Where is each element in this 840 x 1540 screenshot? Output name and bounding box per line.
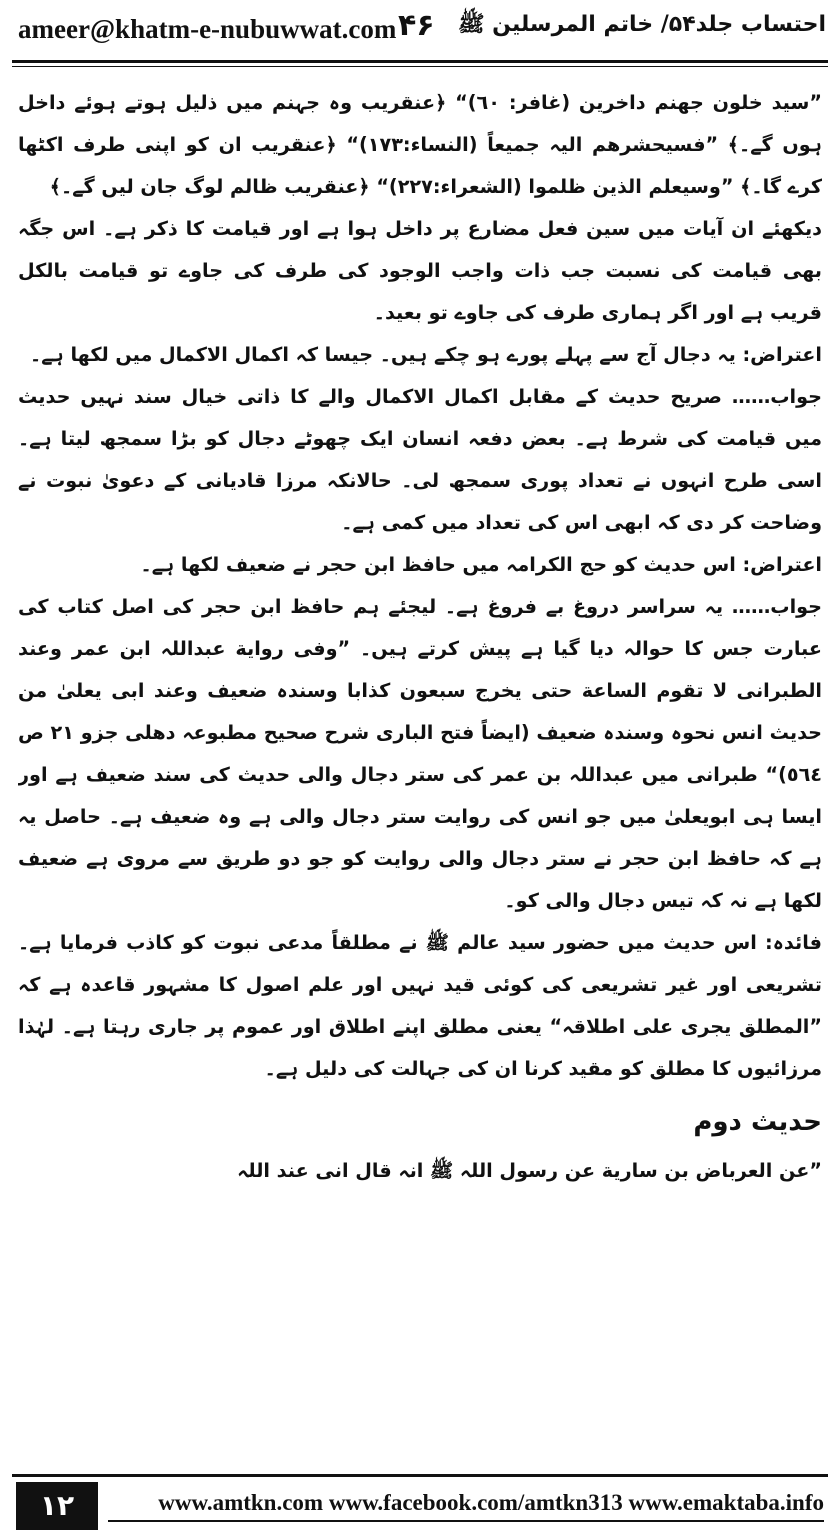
footer-underline <box>108 1520 824 1522</box>
section-heading: حدیث دوم <box>693 1107 822 1137</box>
header-email: ameer@khatm-e-nubuwwat.com <box>18 14 397 44</box>
paragraph-4: جواب…… صریح حدیث کے مقابل اکمال الاکمال والے کا ذاتی خیال سند نہیں حدیث میں قیامت کی شرط ہے۔ بعض دفعہ انسان ایک چھوٹے دجال کو بڑا سمجھ لیتا ہے۔ اسی طرح انہوں نے تعداد پوری سمجھ لی۔ حالانکہ مرزا قادیانی کے دعویٰ نبوت نے وضاحت کر دی کہ ابھی اس کی تعداد میں کمی ہے۔ <box>18 385 822 534</box>
header-rule-thick <box>12 60 828 63</box>
header-book-title: احتساب جلد۵۴/ خاتم المرسلین ﷺ <box>457 12 826 37</box>
paragraph-2: دیکھئے ان آیات میں سین فعل مضارع پر داخل ہوا ہے اور قیامت کا ذکر ہے۔ اس جگہ بھی قیامت کی نسبت جب ذات واجب الوجود کی طرف کی جاوے تو قیامت بالکل قریب ہے اور اگر ہماری طرف کی جاوے تو بعید۔ <box>18 217 822 324</box>
paragraph-1: ”سید خلون جھنم داخرین (غافر: ٦٠)“ ﴿عنقریب وہ جہنم میں ذلیل ہوتے ہوئے داخل ہوں گے۔﴾ ”فسیحشرھم الیہ جمیعاً (النساء:١٧٣)“ ﴿عنقریب ان کو اپنی طرف اکٹھا کرے گا۔﴾ ”وسیعلم الذین ظلموا (الشعراء:٢٢٧)“ ﴿عنقریب ظالم لوگ جان لیں گے۔﴾ <box>18 91 822 198</box>
paragraph-3: اعتراض: یہ دجال آج سے پہلے پورے ہو چکے ہیں۔ جیسا کہ اکمال الاکمال میں لکھا ہے۔ <box>30 343 822 366</box>
paragraph-6: جواب…… یہ سراسر دروغ بے فروغ ہے۔ لیجئے ہم حافظ ابن حجر کی اصل کتاب کی عبارت جس کا حوالہ دیا گیا ہے پیش کرتے ہیں۔ ”وفی روایة عبداللہ ابن عمر وعند الطبرانی لا تقوم الساعة حتی یخرج سبعون کذابا وسندہ ضعیف وعند ابی یعلیٰ من حدیث انس نحوہ وسندہ ضعیف (ایضاً فتح الباری شرح صحیح مطبوعہ دھلی جزو ٢١ ص ٥٦٤)“ طبرانی میں عبداللہ بن عمر کی ستر دجال والی حدیث کی سند ضعیف ہے اور ایسا ہی ابویعلیٰ میں جو انس کی روایت ستر دجال والی ہے وہ ضعیف ہے۔ حاصل یہ ہے کہ حافظ ابن حجر نے ستر دجال والی روایت کو جو دو طریق سے مروی ہے ضعیف لکھا ہے نہ کہ تیس دجال والی کو۔ <box>18 595 822 912</box>
page-body <box>18 82 822 1440</box>
header-rule-thin <box>12 66 828 67</box>
page-header <box>0 0 840 80</box>
last-line: ”عن العرباض بن ساریة عن رسول اللہ ﷺ انہ قال انی عند اللہ <box>237 1159 822 1182</box>
footer-page-number: ۱۲ <box>16 1482 98 1530</box>
footer-rule <box>12 1474 828 1477</box>
paragraph-5: اعتراض: اس حدیث کو حج الکرامہ میں حافظ ابن حجر نے ضعیف لکھا ہے۔ <box>140 553 822 576</box>
paragraph-7: فائدہ: اس حدیث میں حضور سید عالم ﷺ نے مطلقاً مدعی نبوت کو کاذب فرمایا ہے۔ تشریعی اور غیر تشریعی کی کوئی قید نہیں اور علم اصول کا مشہور قاعدہ ہے کہ ”المطلق یجری علی اطلاقہ“ یعنی مطلق اپنے اطلاق اور عموم پر جاری رہتا ہے۔ لہٰذا مرزائیوں کا مطلق کو مقید کرنا ان کی جہالت کی دلیل ہے۔ <box>18 931 822 1080</box>
header-page-number: ۴۶ <box>398 8 435 43</box>
footer-urls: www.amtkn.com www.facebook.com/amtkn313 www.emaktaba.info <box>158 1490 824 1515</box>
